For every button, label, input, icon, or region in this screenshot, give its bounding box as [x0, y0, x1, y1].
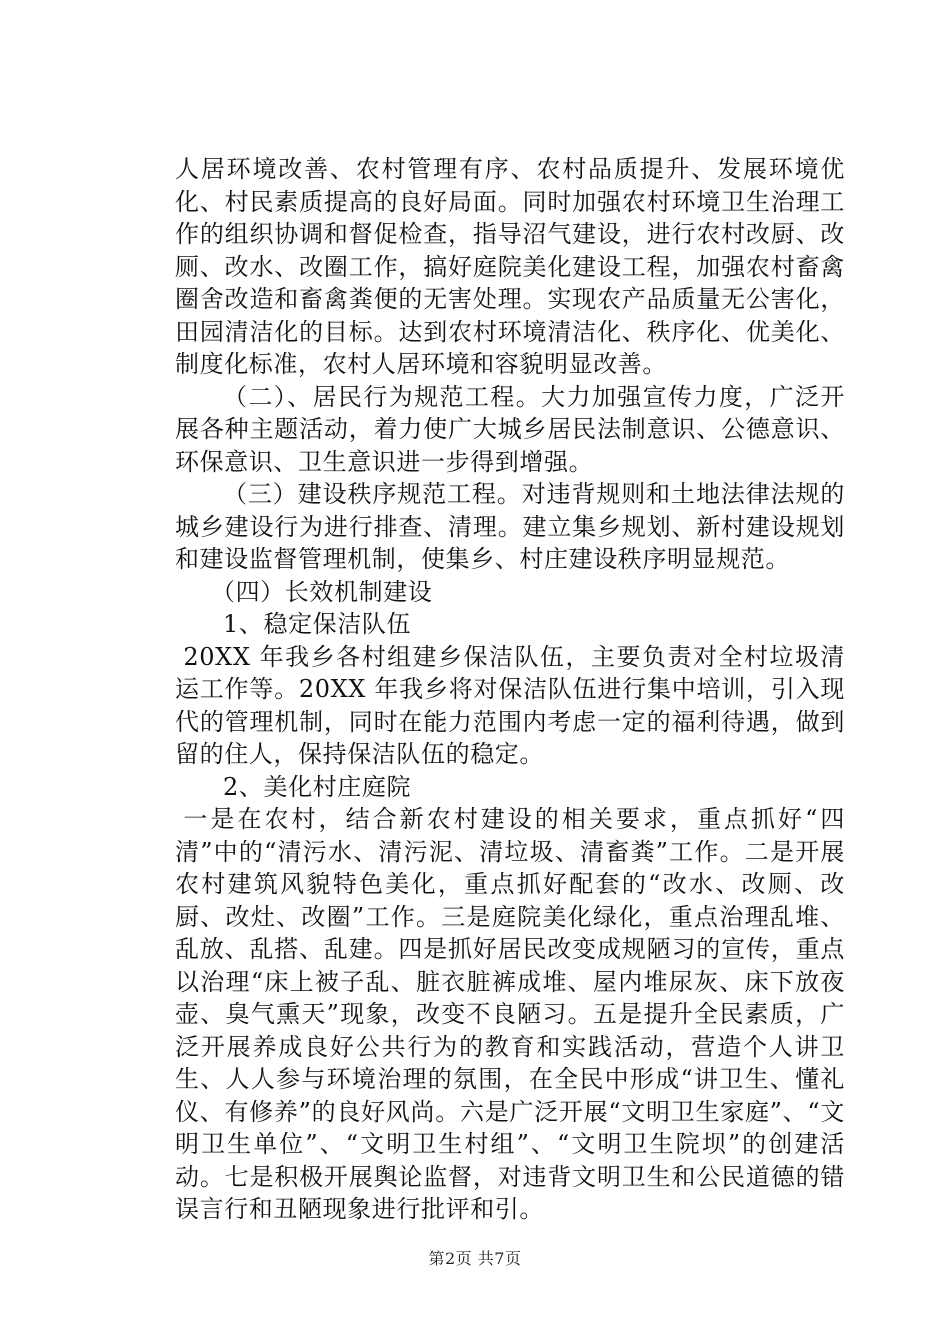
paragraph-3: （三）建设秩序规范工程。对违背规则和土地法律法规的城乡建设行为进行排查、清理。建立集乡规划、新村建设规划和建设监督管理机制，使集乡、村庄建设秩序明显规范。: [175, 480, 845, 573]
paragraph-1: 人居环境改善、农村管理有序、农村品质提升、发展环境优化、村民素质提高的良好局面。同时加强农村环境卫生治理工作的组织协调和督促检查，指导沼气建设，进行农村改厨、改厕、改水、改圈工作，搞好庭院美化建设工程，加强农村畜禽圈舍改造和畜禽粪便的无害处理。实现农产品质量无公害化，田园清洁化的目标。达到农村环境清洁化、秩序化、优美化、制度化标准，农村人居环境和容貌明显改善。: [175, 155, 845, 378]
document-body: [175, 153, 845, 1226]
paragraph-4: 20XX 年我乡各村组建乡保洁队伍，主要负责对全村垃圾清运工作等。20XX 年我乡将对保洁队伍进行集中培训，引入现代的管理机制，同时在能力范围内考虑一定的福利待遇，做到留的住人，保持保洁队伍的稳定。: [175, 642, 845, 768]
subheading-1: 1、稳定保洁队伍: [223, 610, 412, 638]
paragraph-2: （二）、居民行为规范工程。大力加强宣传力度，广泛开展各种主题活动，着力使广大城乡居民法制意识、公德意识、环保意识、卫生意识进一步得到增强。: [175, 382, 845, 476]
section-heading-4: （四）长效机制建设: [211, 577, 433, 606]
page-number-footer: 第2页 共7页: [428, 1249, 522, 1268]
paragraph-5: 一是在农村，结合新农村建设的相关要求，重点抓好“四清”中的“清污水、清污泥、清垃圾、清畜粪”工作。二是开展农村建筑风貌特色美化，重点抓好配套的“改水、改厕、改厨、改灶、改圈”工作。三是庭院美化绿化，重点治理乱堆、乱放、乱搭、乱建。四是抓好居民改变成规陋习的宣传，重点以治理“床上被子乱、脏衣脏裤成堆、屋内堆尿灰、床下放夜壶、臭气熏天”现象，改变不良陋习。五是提升全民素质，广泛开展养成良好公共行为的教育和实践活动，营造个人讲卫生、人人参与环境治理的氛围，在全民中形成“讲卫生、懂礼仪、有修养”的良好风尚。六是广泛开展“文明卫生家庭”、“文明卫生单位”、“文明卫生村组”、“文明卫生院坝”的创建活动。七是积极开展舆论监督，对违背文明卫生和公民道德的错误言行和丑陋现象进行批评和引。: [175, 805, 845, 1223]
subheading-2: 2、美化村庄庭院: [223, 772, 412, 801]
